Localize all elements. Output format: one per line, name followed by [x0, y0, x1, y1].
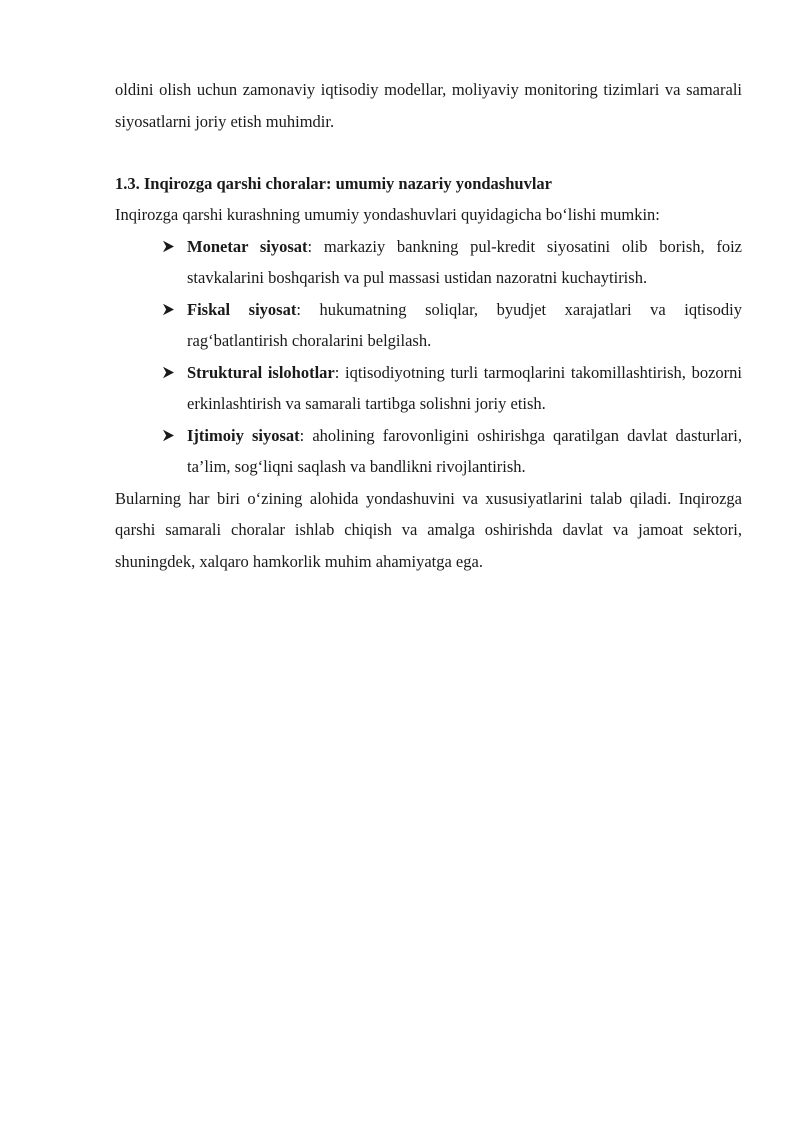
page-content: [115, 74, 742, 577]
section-lead-paragraph: Inqirozga qarshi kurashning umumiy yondashuvlari quyidagicha bo‘lishi mumkin:: [115, 205, 660, 224]
list-item: [162, 420, 742, 483]
list-item-term: Struktural islohotlar: [187, 362, 335, 382]
list-item-term: Fiskal siyosat: [187, 299, 297, 319]
approaches-list: [115, 231, 742, 483]
list-item-text: : hukumatning soliqlar, byudjet xarajatlari va iqtisodiy rag‘batlantirish choralarini belgilash.: [187, 299, 742, 350]
list-item: [162, 357, 742, 420]
list-item-term: Ijtimoiy siyosat: [187, 425, 300, 445]
list-item-text: : aholining farovonligini oshirishga qaratilgan davlat dasturlari, ta’lim, sog‘liqni saqlash va bandlikni rivojlantirish.: [187, 425, 742, 476]
list-item-term: Monetar siyosat: [187, 236, 308, 256]
section-heading: 1.3. Inqirozga qarshi choralar: umumiy nazariy yondashuvlar: [115, 174, 552, 193]
intro-paragraph: oldini olish uchun zamonaviy iqtisodiy modellar, moliyaviy monitoring tizimlari va samarali siyosatlarni joriy etish muhimdir.: [115, 80, 742, 131]
conclusion-paragraph: Bularning har biri o‘zining alohida yondashuvini va xususiyatlarini talab qiladi. Inqirozga qarshi samarali choralar ishlab chiqish va amalga oshirishda davlat va jamoat sektori, shuningdek, xalqaro hamkorlik muhim ahamiyatga ega.: [115, 488, 742, 571]
list-item: [162, 231, 742, 294]
list-item-text: : markaziy bankning pul-kredit siyosatini olib borish, foiz stavkalarini boshqarish va pul massasi ustidan nazoratni kuchaytirish.: [187, 236, 743, 287]
arrow-bullet-icon: [162, 420, 178, 452]
arrow-bullet-icon: [162, 231, 178, 263]
list-item: [162, 294, 742, 357]
list-item-text: : iqtisodiyotning turli tarmoqlarini takomillashtirish, bozorni erkinlashtirish va samarali tartibga solishni joriy etish.: [187, 362, 742, 413]
arrow-bullet-icon: [162, 357, 178, 389]
arrow-bullet-icon: [162, 294, 178, 326]
